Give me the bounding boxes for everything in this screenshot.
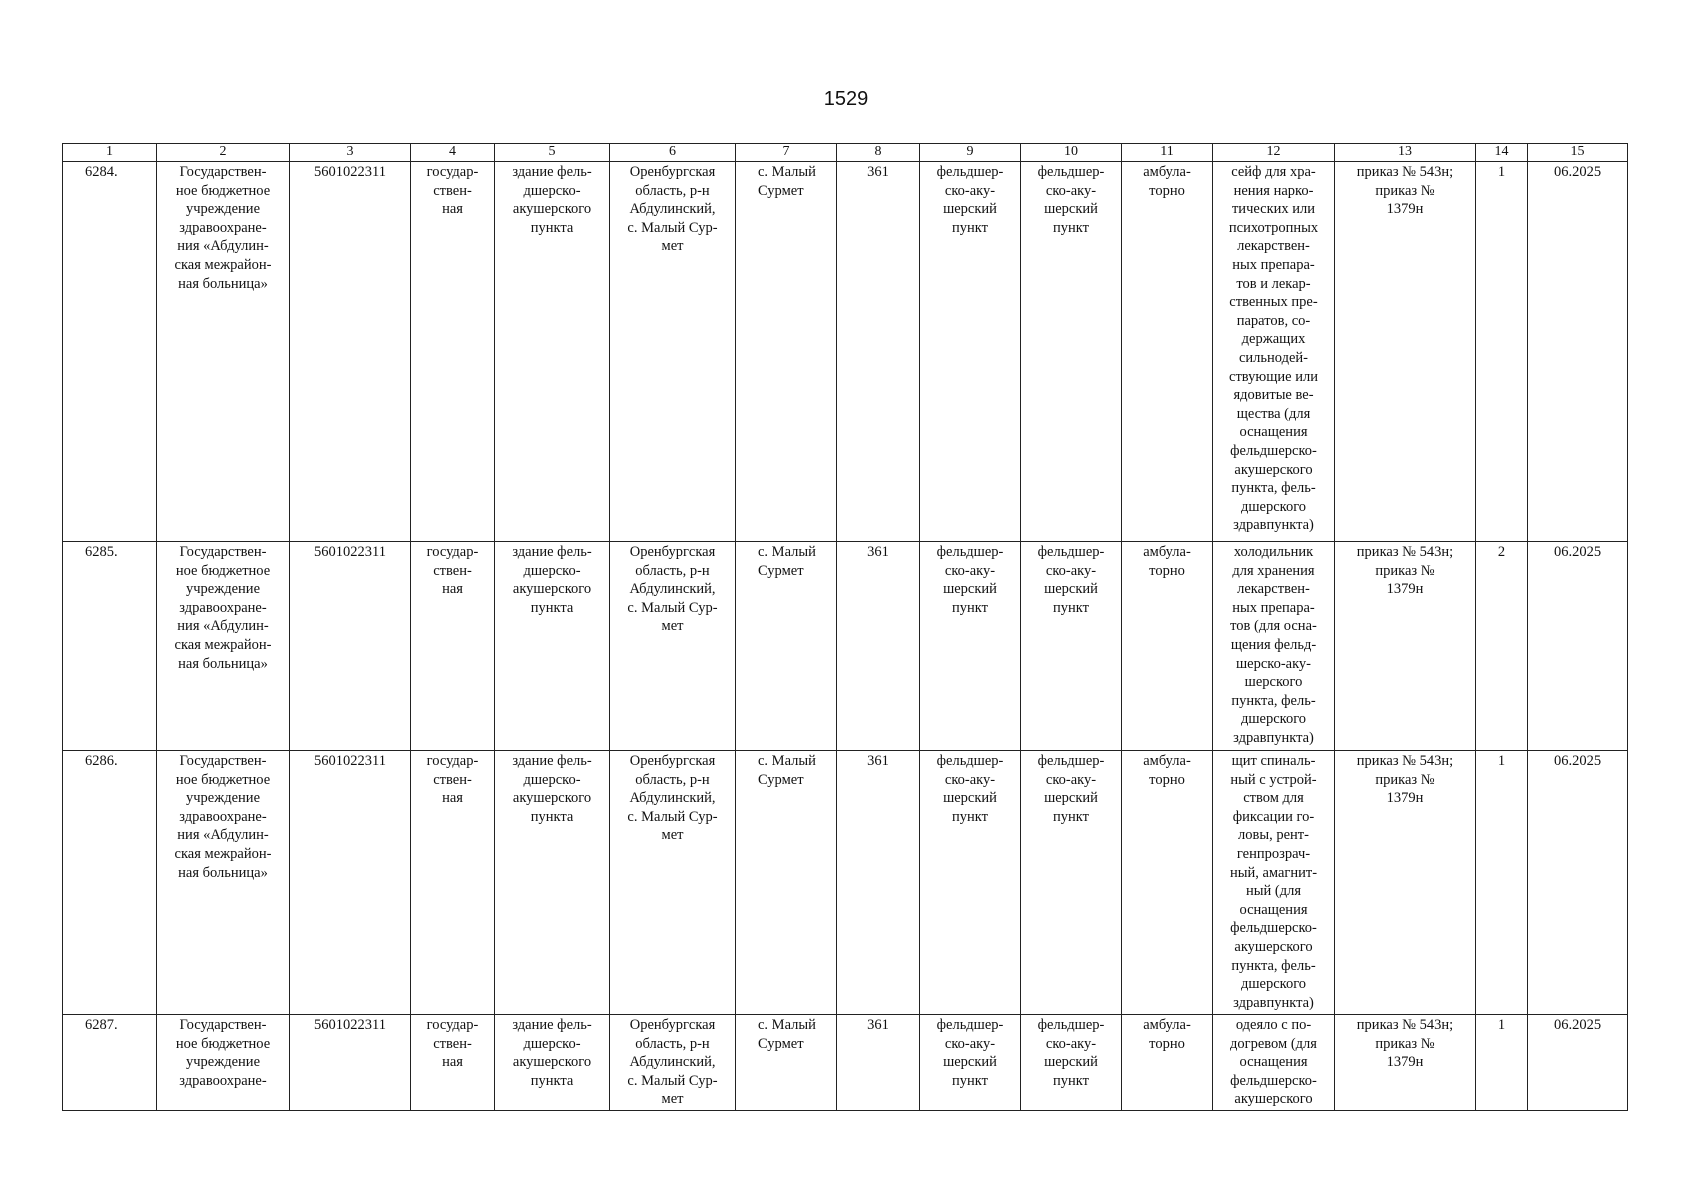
population-cell: 361 [837, 542, 920, 751]
institution-cell: Государствен- ное бюджетное учреждение здравоохране- ния «Абдулин- ская межрайон- ная больница» [157, 751, 290, 1015]
ownership-cell: государ- ствен- ная [411, 542, 495, 751]
quantity-cell: 1 [1476, 751, 1528, 1015]
address-cell: Оренбургская область, р-н Абдулинский, с. Малый Сур- мет [610, 751, 736, 1015]
column-header: 1 [63, 144, 157, 162]
building-cell: здание фель- дшерско- акушерского пункта [495, 751, 610, 1015]
care-form-cell: амбула- торно [1122, 162, 1213, 542]
facility-type-cell: фельдшер- ско-аку- шерский пункт [920, 1015, 1021, 1111]
settlement-cell: с. Малый Сурмет [736, 542, 837, 751]
institution-cell: Государствен- ное бюджетное учреждение здравоохране- [157, 1015, 290, 1111]
column-header: 13 [1335, 144, 1476, 162]
unit-type-cell: фельдшер- ско-аку- шерский пункт [1021, 751, 1122, 1015]
equipment-cell: холодильник для хранения лекарствен- ных препара- тов (для осна- щения фельд- шерско-аку- шерского пункта, фель- дшерского здравпункта) [1213, 542, 1335, 751]
facility-type-cell: фельдшер- ско-аку- шерский пункт [920, 751, 1021, 1015]
address-cell: Оренбургская область, р-н Абдулинский, с. Малый Сур- мет [610, 542, 736, 751]
institution-cell: Государствен- ное бюджетное учреждение здравоохране- ния «Абдулин- ская межрайон- ная больница» [157, 542, 290, 751]
ownership-cell: государ- ствен- ная [411, 1015, 495, 1111]
settlement-cell: с. Малый Сурмет [736, 162, 837, 542]
column-header: 5 [495, 144, 610, 162]
equipment-cell: щит спиналь- ный с устрой- ством для фиксации го- ловы, рент- генпрозрач- ный, амагнит- ный (для оснащения фельдшерско- акушерского пункта, фель- дшерского здравпункта) [1213, 751, 1335, 1015]
ownership-cell: государ- ствен- ная [411, 162, 495, 542]
care-form-cell: амбула- торно [1122, 542, 1213, 751]
column-header: 11 [1122, 144, 1213, 162]
page-number: 1529 [823, 88, 869, 110]
column-header: 10 [1021, 144, 1122, 162]
registry-table [62, 143, 1628, 1111]
order-cell: приказ № 543н; приказ № 1379н [1335, 542, 1476, 751]
table-row [63, 542, 1628, 751]
table-row [63, 751, 1628, 1015]
equipment-cell: одеяло с по- догревом (для оснащения фельдшерско- акушерского [1213, 1015, 1335, 1111]
institution-cell: Государствен- ное бюджетное учреждение здравоохране- ния «Абдулин- ская межрайон- ная больница» [157, 162, 290, 542]
column-number-row [63, 144, 1628, 162]
date-cell: 06.2025 [1528, 162, 1628, 542]
inn-cell: 5601022311 [290, 1015, 411, 1111]
address-cell: Оренбургская область, р-н Абдулинский, с. Малый Сур- мет [610, 162, 736, 542]
quantity-cell: 2 [1476, 542, 1528, 751]
inn-cell: 5601022311 [290, 162, 411, 542]
date-cell: 06.2025 [1528, 1015, 1628, 1111]
population-cell: 361 [837, 1015, 920, 1111]
order-cell: приказ № 543н; приказ № 1379н [1335, 751, 1476, 1015]
unit-type-cell: фельдшер- ско-аку- шерский пункт [1021, 162, 1122, 542]
building-cell: здание фель- дшерско- акушерского пункта [495, 162, 610, 542]
address-cell: Оренбургская область, р-н Абдулинский, с. Малый Сур- мет [610, 1015, 736, 1111]
order-cell: приказ № 543н; приказ № 1379н [1335, 162, 1476, 542]
column-header: 2 [157, 144, 290, 162]
building-cell: здание фель- дшерско- акушерского пункта [495, 542, 610, 751]
date-cell: 06.2025 [1528, 751, 1628, 1015]
date-cell: 06.2025 [1528, 542, 1628, 751]
ownership-cell: государ- ствен- ная [411, 751, 495, 1015]
population-cell: 361 [837, 162, 920, 542]
column-header: 15 [1528, 144, 1628, 162]
unit-type-cell: фельдшер- ско-аку- шерский пункт [1021, 542, 1122, 751]
facility-type-cell: фельдшер- ско-аку- шерский пункт [920, 162, 1021, 542]
unit-type-cell: фельдшер- ско-аку- шерский пункт [1021, 1015, 1122, 1111]
column-header: 12 [1213, 144, 1335, 162]
table-row [63, 1015, 1628, 1111]
table-row [63, 162, 1628, 542]
settlement-cell: с. Малый Сурмет [736, 1015, 837, 1111]
row-number-cell: 6285. [63, 542, 157, 751]
column-header: 4 [411, 144, 495, 162]
care-form-cell: амбула- торно [1122, 1015, 1213, 1111]
order-cell: приказ № 543н; приказ № 1379н [1335, 1015, 1476, 1111]
column-header: 14 [1476, 144, 1528, 162]
inn-cell: 5601022311 [290, 542, 411, 751]
care-form-cell: амбула- торно [1122, 751, 1213, 1015]
inn-cell: 5601022311 [290, 751, 411, 1015]
facility-type-cell: фельдшер- ско-аку- шерский пункт [920, 542, 1021, 751]
building-cell: здание фель- дшерско- акушерского пункта [495, 1015, 610, 1111]
quantity-cell: 1 [1476, 1015, 1528, 1111]
column-header: 9 [920, 144, 1021, 162]
column-header: 8 [837, 144, 920, 162]
row-number-cell: 6286. [63, 751, 157, 1015]
settlement-cell: с. Малый Сурмет [736, 751, 837, 1015]
population-cell: 361 [837, 751, 920, 1015]
column-header: 3 [290, 144, 411, 162]
row-number-cell: 6287. [63, 1015, 157, 1111]
column-header: 7 [736, 144, 837, 162]
row-number-cell: 6284. [63, 162, 157, 542]
quantity-cell: 1 [1476, 162, 1528, 542]
column-header: 6 [610, 144, 736, 162]
equipment-cell: сейф для хра- нения нарко- тических или психотропных лекарствен- ных препара- тов и лекар- ственных пре- паратов, со- держащих сильнодей- ствующие или ядовитые ве- щества (для оснащения фельдшерско- акушерского пункта, фель- дшерского здравпункта) [1213, 162, 1335, 542]
